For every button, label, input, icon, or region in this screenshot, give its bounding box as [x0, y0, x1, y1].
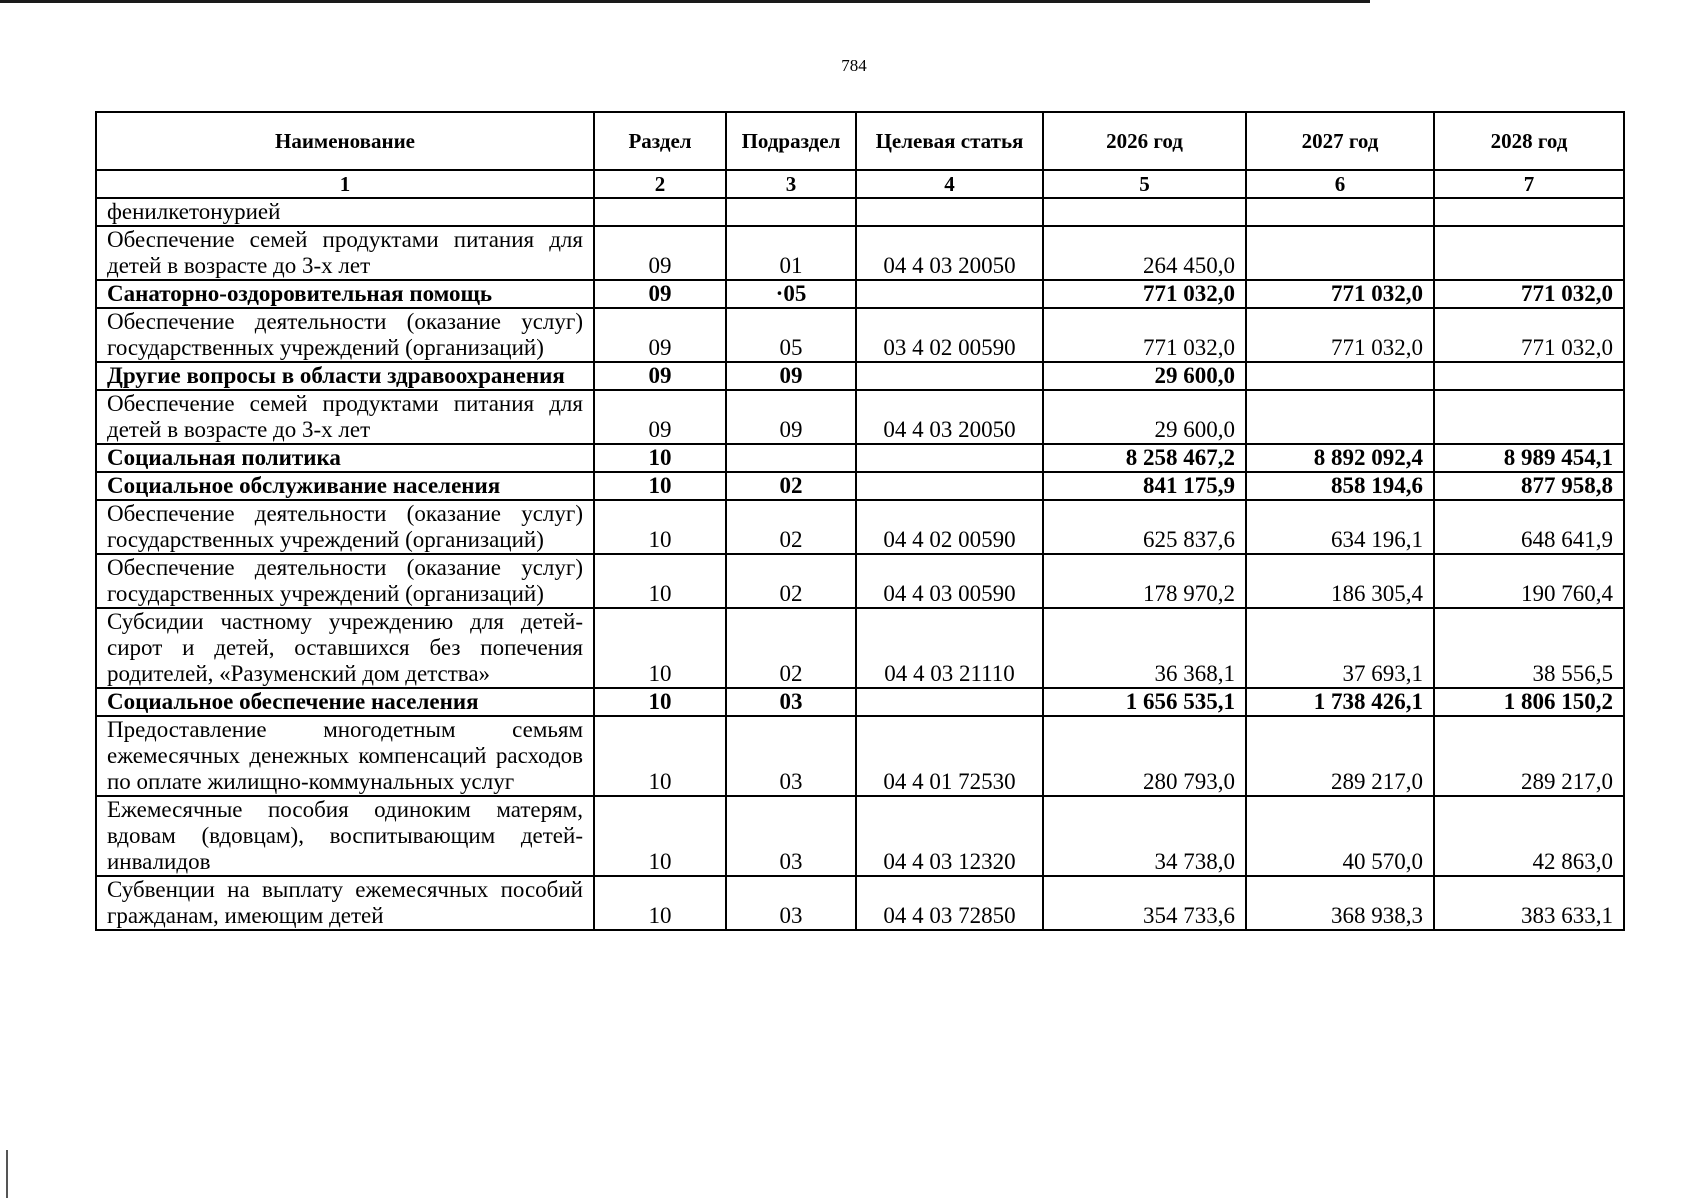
row-target-article: 04 4 03 72850: [856, 876, 1043, 930]
row-amount-2026: 841 175,9: [1043, 472, 1246, 500]
row-razdel: 09: [594, 226, 726, 280]
row-razdel: 09: [594, 280, 726, 308]
row-amount-2028: 190 760,4: [1434, 554, 1624, 608]
row-podrazdel: 03: [726, 796, 856, 876]
row-target-article: [856, 198, 1043, 226]
row-podrazdel: 03: [726, 688, 856, 716]
row-amount-2028: [1434, 390, 1624, 444]
row-razdel: 10: [594, 876, 726, 930]
row-name: Обеспечение деятельности (оказание услуг) государственных учреждений (организаций): [96, 500, 594, 554]
row-amount-2026: 264 450,0: [1043, 226, 1246, 280]
row-name: фенилкетонурией: [96, 198, 594, 226]
row-amount-2026: 280 793,0: [1043, 716, 1246, 796]
row-razdel: 09: [594, 390, 726, 444]
row-razdel: 10: [594, 796, 726, 876]
header-target-article: Целевая статья: [856, 112, 1043, 170]
row-target-article: 04 4 03 20050: [856, 226, 1043, 280]
table-row: [96, 390, 1624, 444]
row-podrazdel: 09: [726, 362, 856, 390]
row-amount-2026: 34 738,0: [1043, 796, 1246, 876]
row-name: Субвенции на выплату ежемесячных пособий гражданам, имеющим детей: [96, 876, 594, 930]
row-amount-2028: 8 989 454,1: [1434, 444, 1624, 472]
row-amount-2028: 289 217,0: [1434, 716, 1624, 796]
row-amount-2027: 1 738 426,1: [1246, 688, 1434, 716]
row-name: Обеспечение деятельности (оказание услуг) государственных учреждений (организаций): [96, 554, 594, 608]
row-razdel: 10: [594, 688, 726, 716]
row-amount-2026: [1043, 198, 1246, 226]
header-2028: 2028 год: [1434, 112, 1624, 170]
row-razdel: 09: [594, 308, 726, 362]
table-row: [96, 554, 1624, 608]
row-amount-2026: 771 032,0: [1043, 280, 1246, 308]
row-amount-2026: 29 600,0: [1043, 390, 1246, 444]
row-amount-2026: 1 656 535,1: [1043, 688, 1246, 716]
row-amount-2027: 858 194,6: [1246, 472, 1434, 500]
table-row: [96, 500, 1624, 554]
page-number: 784: [841, 56, 867, 75]
row-razdel: 09: [594, 362, 726, 390]
row-target-article: 04 4 01 72530: [856, 716, 1043, 796]
column-number: 6: [1246, 170, 1434, 198]
row-podrazdel: [726, 444, 856, 472]
row-razdel: 10: [594, 554, 726, 608]
row-amount-2028: 877 958,8: [1434, 472, 1624, 500]
row-target-article: [856, 688, 1043, 716]
row-target-article: 04 4 03 20050: [856, 390, 1043, 444]
row-podrazdel: ·05: [726, 280, 856, 308]
row-name: Социальное обеспечение населения: [96, 688, 594, 716]
row-target-article: 04 4 03 21110: [856, 608, 1043, 688]
row-amount-2027: 289 217,0: [1246, 716, 1434, 796]
table-row: [96, 198, 1624, 226]
table-row: [96, 226, 1624, 280]
row-razdel: 10: [594, 608, 726, 688]
row-amount-2027: 368 938,3: [1246, 876, 1434, 930]
scan-border-line: [0, 0, 1370, 3]
row-amount-2028: 38 556,5: [1434, 608, 1624, 688]
column-number: 7: [1434, 170, 1624, 198]
row-target-article: [856, 444, 1043, 472]
row-amount-2028: 383 633,1: [1434, 876, 1624, 930]
row-name: Обеспечение деятельности (оказание услуг) государственных учреждений (организаций): [96, 308, 594, 362]
row-podrazdel: 03: [726, 716, 856, 796]
header-row: [96, 112, 1624, 170]
row-amount-2027: 8 892 092,4: [1246, 444, 1434, 472]
row-amount-2027: [1246, 226, 1434, 280]
row-podrazdel: 02: [726, 472, 856, 500]
row-target-article: 04 4 02 00590: [856, 500, 1043, 554]
table-row: [96, 716, 1624, 796]
table-row: [96, 688, 1624, 716]
row-podrazdel: 09: [726, 390, 856, 444]
table-row: [96, 796, 1624, 876]
row-amount-2028: 771 032,0: [1434, 280, 1624, 308]
header-podrazdel: Подраздел: [726, 112, 856, 170]
header-2027: 2027 год: [1246, 112, 1434, 170]
scan-edge-mark: [6, 1150, 8, 1198]
row-name: Обеспечение семей продуктами питания для детей в возрасте до 3-х лет: [96, 226, 594, 280]
row-razdel: 10: [594, 716, 726, 796]
row-amount-2027: 186 305,4: [1246, 554, 1434, 608]
row-name: Другие вопросы в области здравоохранения: [96, 362, 594, 390]
row-amount-2028: 648 641,9: [1434, 500, 1624, 554]
row-amount-2027: 771 032,0: [1246, 308, 1434, 362]
row-amount-2028: [1434, 198, 1624, 226]
row-target-article: [856, 362, 1043, 390]
row-name: Социальная политика: [96, 444, 594, 472]
table-row: [96, 608, 1624, 688]
column-number: 5: [1043, 170, 1246, 198]
row-razdel: 10: [594, 500, 726, 554]
row-amount-2026: 354 733,6: [1043, 876, 1246, 930]
row-target-article: 04 4 03 00590: [856, 554, 1043, 608]
row-name: Обеспечение семей продуктами питания для детей в возрасте до 3-х лет: [96, 390, 594, 444]
row-amount-2026: 178 970,2: [1043, 554, 1246, 608]
row-name: Субсидии частному учреждению для детей-сирот и детей, оставшихся без попечения родителей, «Разуменский дом детства»: [96, 608, 594, 688]
row-target-article: 03 4 02 00590: [856, 308, 1043, 362]
table-row: [96, 472, 1624, 500]
row-amount-2027: 40 570,0: [1246, 796, 1434, 876]
row-amount-2027: [1246, 362, 1434, 390]
row-podrazdel: 02: [726, 554, 856, 608]
column-number: 4: [856, 170, 1043, 198]
row-amount-2026: 36 368,1: [1043, 608, 1246, 688]
row-target-article: [856, 472, 1043, 500]
row-amount-2026: 8 258 467,2: [1043, 444, 1246, 472]
table-row: [96, 280, 1624, 308]
column-number-row: [96, 170, 1624, 198]
table-row: [96, 308, 1624, 362]
header-2026: 2026 год: [1043, 112, 1246, 170]
table-row: [96, 876, 1624, 930]
row-name: Социальное обслуживание населения: [96, 472, 594, 500]
row-target-article: 04 4 03 12320: [856, 796, 1043, 876]
header-name: Наименование: [96, 112, 594, 170]
row-target-article: [856, 280, 1043, 308]
row-amount-2027: 37 693,1: [1246, 608, 1434, 688]
row-amount-2026: 625 837,6: [1043, 500, 1246, 554]
row-amount-2027: 634 196,1: [1246, 500, 1434, 554]
row-amount-2028: 1 806 150,2: [1434, 688, 1624, 716]
row-amount-2026: 29 600,0: [1043, 362, 1246, 390]
row-podrazdel: 03: [726, 876, 856, 930]
row-podrazdel: 02: [726, 608, 856, 688]
row-amount-2028: 42 863,0: [1434, 796, 1624, 876]
column-number: 1: [96, 170, 594, 198]
row-razdel: 10: [594, 472, 726, 500]
row-razdel: [594, 198, 726, 226]
row-amount-2027: [1246, 390, 1434, 444]
row-name: Ежемесячные пособия одиноким матерям, вдовам (вдовцам), воспитывающим детей-инвалидов: [96, 796, 594, 876]
table-row: [96, 444, 1624, 472]
row-podrazdel: 05: [726, 308, 856, 362]
row-podrazdel: 01: [726, 226, 856, 280]
row-amount-2028: [1434, 226, 1624, 280]
row-razdel: 10: [594, 444, 726, 472]
header-razdel: Раздел: [594, 112, 726, 170]
row-amount-2027: [1246, 198, 1434, 226]
row-amount-2028: 771 032,0: [1434, 308, 1624, 362]
row-podrazdel: 02: [726, 500, 856, 554]
table-row: [96, 362, 1624, 390]
row-podrazdel: [726, 198, 856, 226]
column-number: 2: [594, 170, 726, 198]
row-name: Санаторно-оздоровительная помощь: [96, 280, 594, 308]
row-amount-2028: [1434, 362, 1624, 390]
column-number: 3: [726, 170, 856, 198]
row-amount-2026: 771 032,0: [1043, 308, 1246, 362]
row-name: Предоставление многодетным семьям ежемесячных денежных компенсаций расходов по оплате жилищно-коммунальных услуг: [96, 716, 594, 796]
budget-table: [95, 111, 1625, 931]
row-amount-2027: 771 032,0: [1246, 280, 1434, 308]
table-body: [96, 198, 1624, 930]
